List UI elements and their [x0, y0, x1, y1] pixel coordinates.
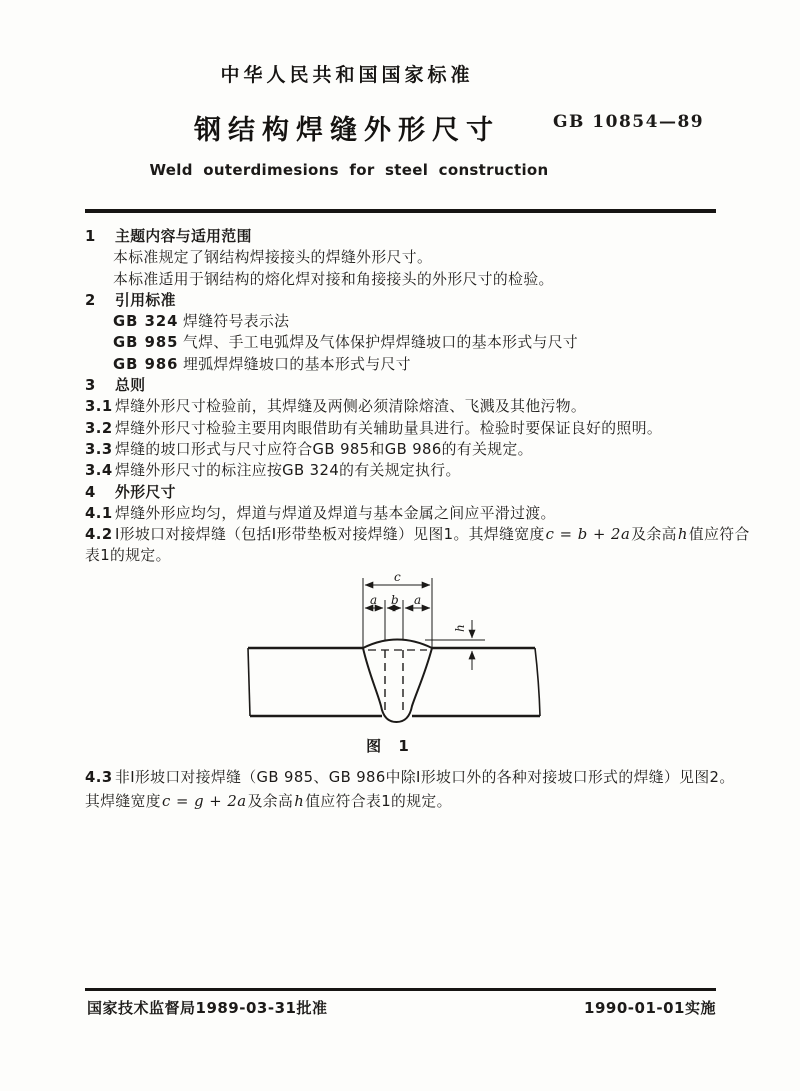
- clause-text: 焊缝外形应均匀，焊道与焊道及焊道与基本金属之间应平滑过渡。: [115, 504, 556, 522]
- clause-text: I形坡口对接焊缝（包括I形带垫板对接焊缝）见图1。其焊缝宽度: [115, 526, 545, 544]
- section-1-paragraph-2: 本标准适用于钢结构的熔化焊对接和角接接头的外形尺寸的检验。: [113, 270, 554, 288]
- section-1-heading: [85, 226, 725, 247]
- reference-code: GB 324: [113, 313, 179, 331]
- clause-text: 值应符合表1的规定。: [305, 792, 452, 810]
- section-title: 主题内容与适用范围: [115, 228, 252, 245]
- weld-width-formula: c = b + 2a: [545, 526, 631, 544]
- clause-text: 焊缝外形尺寸的标注应按GB 324的有关规定执行。: [115, 462, 461, 480]
- reference-code: GB 985: [113, 334, 179, 352]
- figure1-caption: 图 1: [366, 737, 415, 755]
- page-title-english: Weld outerdimesions for steel construction: [149, 161, 549, 179]
- dim-label-h: h: [453, 624, 467, 632]
- reinforcement-symbol: h: [294, 792, 305, 810]
- clause-number: 4.2: [85, 526, 113, 544]
- reference-title: 焊缝符号表示法: [183, 313, 290, 331]
- reference-title: 埋弧焊焊缝坡口的基本形式与尺寸: [183, 355, 411, 373]
- clause-text: 及余高: [631, 526, 677, 544]
- approval-note: 国家技术监督局1989-03-31批准: [87, 999, 328, 1017]
- section-3-heading: [85, 375, 725, 396]
- clause-text: 焊缝的坡口形式与尺寸应符合GB 985和GB 986的有关规定。: [115, 440, 533, 458]
- reference-title: 气焊、手工电弧焊及气体保护焊焊缝坡口的基本形式与尺寸: [183, 334, 579, 352]
- header-divider: [85, 209, 716, 213]
- section-1-paragraph-1: 本标准规定了钢结构焊接接头的焊缝外形尺寸。: [113, 249, 433, 267]
- section-number: 1: [85, 228, 96, 245]
- section-number: 3: [85, 377, 96, 395]
- section-title: 总则: [115, 377, 146, 395]
- section-2-heading: [85, 290, 725, 311]
- clause-number: 4.1: [85, 504, 113, 522]
- clause-3-4: [85, 460, 725, 481]
- clause-number: 3.2: [85, 419, 113, 437]
- standard-number: GB 10854—89: [553, 112, 705, 132]
- clause-text: 焊缝外形尺寸检验前，其焊缝及两侧必须清除熔渣、飞溅及其他污物。: [115, 398, 587, 416]
- clause-text: 其焊缝宽度: [85, 792, 161, 810]
- issuing-body-line: 中华人民共和国国家标准: [220, 64, 474, 86]
- dim-label-a-left: a: [370, 593, 378, 607]
- clause-4-3-line-2: [85, 790, 730, 814]
- document-body: [85, 226, 750, 567]
- section-number: 2: [85, 291, 96, 309]
- clause-3-2: [85, 418, 725, 439]
- clause-number: 4.3: [85, 769, 113, 786]
- section-title: 引用标准: [115, 291, 176, 309]
- clause-4-2-line-1: [85, 524, 750, 545]
- reference-item: [85, 311, 725, 332]
- dim-label-b: b: [391, 593, 399, 607]
- clause-text: 及余高: [247, 792, 294, 810]
- clause-text: 焊缝外形尺寸检验主要用肉眼借助有关辅助量具进行。检验时要保证良好的照明。: [115, 419, 663, 437]
- reference-item: [85, 332, 725, 353]
- clause-number: 3.1: [85, 398, 113, 416]
- reinforcement-symbol: h: [677, 526, 688, 544]
- dim-label-c: c: [394, 570, 401, 584]
- weld-width-formula: c = g + 2a: [162, 792, 247, 810]
- clause-text: 非I形坡口对接焊缝（GB 985、GB 986中除I形坡口外的各种对接坡口形式的焊缝）见图2。: [115, 769, 735, 786]
- clause-number: 3.3: [85, 440, 113, 458]
- figure1-diagram: [228, 570, 553, 738]
- reference-item: [85, 354, 725, 375]
- section-number: 4: [85, 483, 96, 501]
- section-4-heading: [85, 482, 725, 503]
- clause-3-3: [85, 439, 725, 460]
- page-title: 钢结构焊缝外形尺寸: [194, 115, 500, 146]
- section-title: 外形尺寸: [115, 483, 176, 501]
- clause-number: 3.4: [85, 462, 113, 480]
- clause-3-1: [85, 396, 725, 417]
- clause-4-3: [85, 766, 735, 813]
- clause-4-3-line-1: [85, 766, 735, 790]
- clause-text: 值应符合: [688, 526, 750, 544]
- dim-label-a-right: a: [414, 593, 422, 607]
- implementation-date: 1990-01-01实施: [584, 999, 716, 1017]
- clause-4-1: [85, 503, 725, 524]
- footer-divider: [85, 988, 716, 991]
- reference-code: GB 986: [113, 355, 179, 373]
- clause-4-2-line-2: 表1的规定。: [85, 547, 171, 565]
